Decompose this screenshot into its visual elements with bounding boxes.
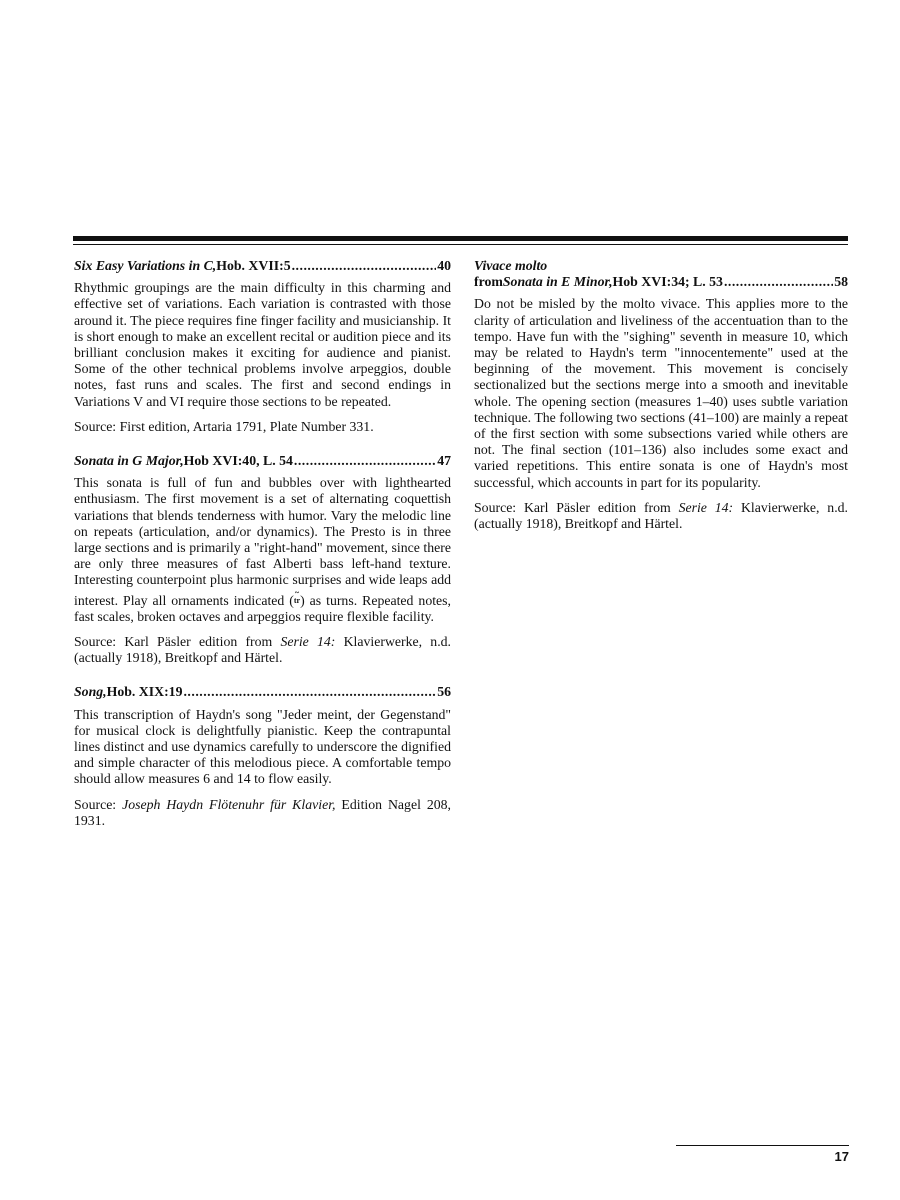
entry-title-italic: Sonata in G Major, (74, 453, 184, 469)
entry-body: Rhythmic groupings are the main difficulty in this charming and effective set of variations. Each variation is contrasted with those around it. The piece requires fine finger facility and musicianship. It is short enough to make an excellent recital or audition piece and its brilliant conclusion makes it exciting for audience and pianist. Some of the other technical problems involve arpeggios, double notes, fast runs and scales. The first and second endings in Variations V and VI require those sections to be repeated. (74, 280, 451, 409)
right-column (474, 258, 848, 550)
entry-heading (474, 274, 848, 290)
source-prefix: Source: Karl Päsler edition from (474, 499, 679, 515)
entry-sonata-g-major (74, 453, 451, 666)
entry-song (74, 684, 451, 829)
entry-body-before: This sonata is full of fun and bubbles over with lighthearted enthusiasm. The first movement is a set of alternating coquettish variations that blends tenderness with humor. Vary the melodic line on repeats (articulation, and/or dynamics). The Presto is in three large sections and is primarily a "right-hand" movement, since there are only three measures of fast Alberti bass left-hand texture. Interesting counterpoint plus harmonic surprises and wide leaps add interest. Play all ornaments indicated ( (74, 475, 451, 608)
entry-page-number: 47 (437, 453, 451, 469)
entry-page-number: 58 (834, 274, 848, 290)
source-italic: Joseph Haydn Flötenuhr für Klavier, (122, 796, 336, 812)
entry-title-line1: Vivace molto (474, 258, 548, 273)
entry-body: Do not be misled by the molto vivace. This applies more to the clarity of articulation and liveliness of the accentuation than to the tempo. Have fun with the "sighing" seventh in measure 10, which may be related to Haydn's term "innocentemente" used at the beginning of the movement. This movement is concisely sectionalized but the sections merge into a smooth and inevitable whole. The opening section (measures 1–40) uses subtle variation technique. The following two sections (41–100) are mainly a repeat of the first section with some subsections varied while others are not. The final section (101–136) also includes some exact and varied repetitions. This entire sonata is one of Haydn's most successful, which accounts in part for its popularity. (474, 296, 848, 490)
source-italic: Serie 14: (678, 499, 734, 515)
entry-title-plain: from (474, 274, 503, 290)
entry-heading (74, 258, 451, 274)
source-prefix: Source: Karl Päsler edition from (74, 634, 281, 650)
source-suffix: Edition Nagel 208, 1931. (74, 796, 451, 828)
header-rule-thin (73, 244, 848, 245)
entry-title-rest: Hob XVI:34; L. 53 (612, 274, 723, 290)
entry-page-number: 56 (437, 684, 451, 700)
entry-vivace-molto (474, 258, 848, 532)
source-suffix: Klavierwerke, n.d. (actually 1918), Breitkopf and Härtel. (74, 634, 451, 666)
ornament-label: tr (293, 595, 301, 605)
entry-source: Source: First edition, Artaria 1791, Plate Number 331. (74, 418, 374, 434)
dot-leader (294, 453, 436, 469)
entry-title-italic: Sonata in E Minor, (502, 274, 613, 290)
dot-leader (724, 274, 833, 290)
entry-title-italic: Six Easy Variations in C, (74, 258, 217, 273)
entry-title-rest: Hob XVI:40, L. 54 (183, 453, 293, 469)
entry-source (74, 634, 451, 666)
footer-rule (676, 1145, 849, 1146)
entry-page-number: 40 (437, 258, 451, 273)
entry-source (474, 500, 848, 532)
dot-leader (183, 684, 436, 700)
source-suffix: Klavierwerke, n.d. (actually 1918), Breitkopf and Härtel. (474, 499, 848, 532)
entry-heading (74, 453, 451, 469)
page-number: 17 (834, 1149, 849, 1164)
entry-six-easy-variations (74, 258, 451, 435)
entry-body: This transcription of Haydn's song "Jeder meint, der Gegenstand" for musical clock is delightfully pianistic. Keep the contrapuntal lines distinct and use dynamics carefully to underscore the dignified and simple character of this melodious piece. A comfortable tempo should allow measures 6 and 14 to flow easily. (74, 706, 451, 787)
entry-title-rest: Hob. XVII:5 (216, 258, 291, 273)
source-italic: Serie 14: (280, 634, 336, 650)
entry-title-rest: Hob. XIX:19 (106, 684, 183, 700)
header-rule-thick (73, 236, 848, 241)
entry-heading (74, 684, 451, 700)
source-prefix: Source: (74, 796, 123, 812)
turn-ornament-icon: ~ tr (293, 587, 301, 605)
left-column (74, 258, 451, 847)
entry-source (74, 797, 451, 829)
entry-title-italic: Song, (74, 684, 107, 700)
dot-leader (292, 258, 437, 274)
entry-body-after: ) as turns. Repeated notes, fast scales, broken octaves and arpeggios require flexible facility. (74, 592, 451, 624)
entry-body (74, 475, 451, 625)
